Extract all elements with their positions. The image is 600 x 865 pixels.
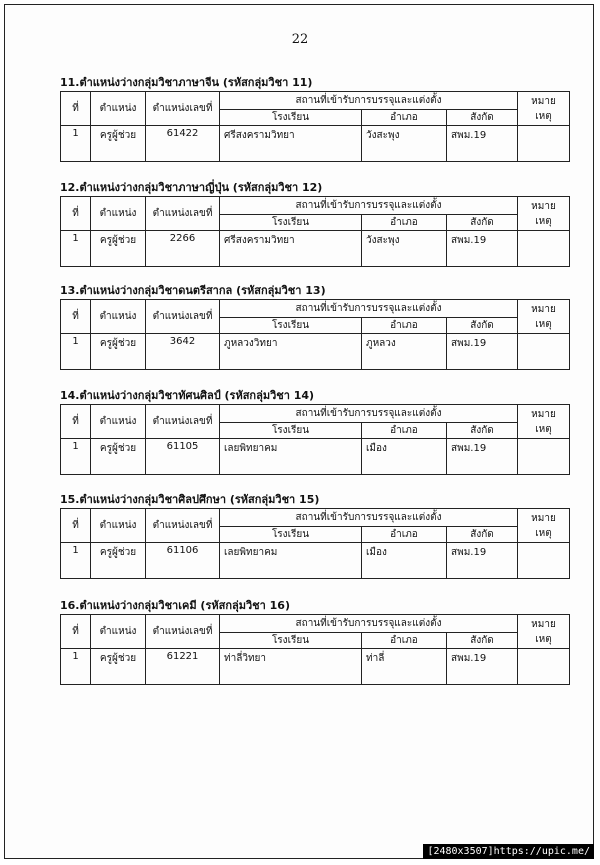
header-remark: หมาย เหตุ [518, 300, 570, 334]
cell-no: 1 [61, 334, 91, 370]
header-position: ตำแหน่ง [91, 92, 146, 126]
cell-district: เมือง [362, 543, 447, 579]
header-remark: หมาย เหตุ [518, 405, 570, 439]
cell-school: ศรีสงครามวิทยา [220, 126, 362, 162]
vacancy-section [60, 598, 569, 685]
cell-affiliation: สพม.19 [447, 231, 518, 267]
cell-remark [518, 126, 570, 162]
header-district: อำเภอ [362, 318, 447, 334]
cell-affiliation: สพม.19 [447, 334, 518, 370]
header-no: ที่ [61, 92, 91, 126]
cell-position-number: 61422 [146, 126, 220, 162]
header-position: ตำแหน่ง [91, 405, 146, 439]
table-row [61, 439, 570, 475]
vacancy-section [60, 492, 569, 579]
cell-no: 1 [61, 126, 91, 162]
header-school: โรงเรียน [220, 633, 362, 649]
header-school: โรงเรียน [220, 318, 362, 334]
header-affiliation: สังกัด [447, 110, 518, 126]
section-title: 15.ตำแหน่งว่างกลุ่มวิชาศิลปศึกษา (รหัสกลุ่มวิชา 15) [60, 493, 320, 506]
cell-position: ครูผู้ช่วย [91, 439, 146, 475]
header-position: ตำแหน่ง [91, 197, 146, 231]
header-remark: หมาย เหตุ [518, 615, 570, 649]
cell-affiliation: สพม.19 [447, 126, 518, 162]
section-title: 13.ตำแหน่งว่างกลุ่มวิชาดนตรีสากล (รหัสกลุ่มวิชา 13) [60, 284, 326, 297]
header-affiliation: สังกัด [447, 527, 518, 543]
header-remark: หมาย เหตุ [518, 509, 570, 543]
cell-position: ครูผู้ช่วย [91, 231, 146, 267]
vacancy-table [60, 91, 570, 162]
header-no: ที่ [61, 405, 91, 439]
cell-district: วังสะพุง [362, 231, 447, 267]
header-no: ที่ [61, 300, 91, 334]
table-row [61, 649, 570, 685]
cell-affiliation: สพม.19 [447, 439, 518, 475]
table-row [61, 543, 570, 579]
vacancy-table [60, 614, 570, 685]
header-position-number: ตำแหน่งเลขที่ [146, 300, 220, 334]
header-position: ตำแหน่ง [91, 300, 146, 334]
section-title: 11.ตำแหน่งว่างกลุ่มวิชาภาษาจีน (รหัสกลุ่มวิชา 11) [60, 76, 313, 89]
header-affiliation: สังกัด [447, 633, 518, 649]
cell-position-number: 61105 [146, 439, 220, 475]
cell-no: 1 [61, 543, 91, 579]
cell-position: ครูผู้ช่วย [91, 334, 146, 370]
cell-affiliation: สพม.19 [447, 649, 518, 685]
table-row [61, 334, 570, 370]
header-no: ที่ [61, 197, 91, 231]
cell-position: ครูผู้ช่วย [91, 649, 146, 685]
header-place-group: สถานที่เข้ารับการบรรจุและแต่งตั้ง [220, 300, 518, 318]
table-row [61, 231, 570, 267]
vacancy-table [60, 299, 570, 370]
header-place-group: สถานที่เข้ารับการบรรจุและแต่งตั้ง [220, 197, 518, 215]
header-affiliation: สังกัด [447, 215, 518, 231]
cell-district: เมือง [362, 439, 447, 475]
cell-no: 1 [61, 439, 91, 475]
table-row [61, 126, 570, 162]
header-position: ตำแหน่ง [91, 509, 146, 543]
vacancy-section [60, 75, 569, 162]
cell-district: วังสะพุง [362, 126, 447, 162]
header-district: อำเภอ [362, 633, 447, 649]
header-remark: หมาย เหตุ [518, 197, 570, 231]
section-title: 16.ตำแหน่งว่างกลุ่มวิชาเคมี (รหัสกลุ่มวิชา 16) [60, 599, 290, 612]
cell-position: ครูผู้ช่วย [91, 543, 146, 579]
section-title: 14.ตำแหน่งว่างกลุ่มวิชาทัศนศิลป์ (รหัสกลุ่มวิชา 14) [60, 389, 315, 402]
cell-school: เลยพิทยาคม [220, 543, 362, 579]
header-district: อำเภอ [362, 423, 447, 439]
header-school: โรงเรียน [220, 423, 362, 439]
header-position-number: ตำแหน่งเลขที่ [146, 509, 220, 543]
section-title: 12.ตำแหน่งว่างกลุ่มวิชาภาษาญี่ปุ่น (รหัสกลุ่มวิชา 12) [60, 181, 323, 194]
header-no: ที่ [61, 615, 91, 649]
cell-school: ภูหลวงวิทยา [220, 334, 362, 370]
vacancy-table [60, 508, 570, 579]
cell-remark [518, 543, 570, 579]
page-number: 22 [291, 32, 309, 47]
cell-school: ท่าลี่วิทยา [220, 649, 362, 685]
header-remark: หมาย เหตุ [518, 92, 570, 126]
header-district: อำเภอ [362, 110, 447, 126]
vacancy-section [60, 388, 569, 475]
header-district: อำเภอ [362, 527, 447, 543]
header-place-group: สถานที่เข้ารับการบรรจุและแต่งตั้ง [220, 405, 518, 423]
header-position: ตำแหน่ง [91, 615, 146, 649]
header-district: อำเภอ [362, 215, 447, 231]
header-place-group: สถานที่เข้ารับการบรรจุและแต่งตั้ง [220, 92, 518, 110]
header-affiliation: สังกัด [447, 423, 518, 439]
cell-district: ท่าลี่ [362, 649, 447, 685]
vacancy-table [60, 404, 570, 475]
vacancy-section [60, 283, 569, 370]
cell-remark [518, 334, 570, 370]
cell-position-number: 3642 [146, 334, 220, 370]
cell-position-number: 2266 [146, 231, 220, 267]
cell-position: ครูผู้ช่วย [91, 126, 146, 162]
header-affiliation: สังกัด [447, 318, 518, 334]
header-place-group: สถานที่เข้ารับการบรรจุและแต่งตั้ง [220, 615, 518, 633]
header-school: โรงเรียน [220, 527, 362, 543]
cell-remark [518, 231, 570, 267]
header-no: ที่ [61, 509, 91, 543]
vacancy-section [60, 180, 569, 267]
cell-affiliation: สพม.19 [447, 543, 518, 579]
cell-school: ศรีสงครามวิทยา [220, 231, 362, 267]
header-position-number: ตำแหน่งเลขที่ [146, 92, 220, 126]
header-school: โรงเรียน [220, 215, 362, 231]
header-school: โรงเรียน [220, 110, 362, 126]
vacancy-table [60, 196, 570, 267]
header-place-group: สถานที่เข้ารับการบรรจุและแต่งตั้ง [220, 509, 518, 527]
cell-school: เลยพิทยาคม [220, 439, 362, 475]
cell-position-number: 61106 [146, 543, 220, 579]
header-position-number: ตำแหน่งเลขที่ [146, 405, 220, 439]
cell-remark [518, 439, 570, 475]
cell-no: 1 [61, 649, 91, 685]
watermark-footer: [2480x3507]https://upic.me/ [423, 844, 594, 859]
cell-no: 1 [61, 231, 91, 267]
header-position-number: ตำแหน่งเลขที่ [146, 615, 220, 649]
header-position-number: ตำแหน่งเลขที่ [146, 197, 220, 231]
cell-district: ภูหลวง [362, 334, 447, 370]
cell-remark [518, 649, 570, 685]
cell-position-number: 61221 [146, 649, 220, 685]
